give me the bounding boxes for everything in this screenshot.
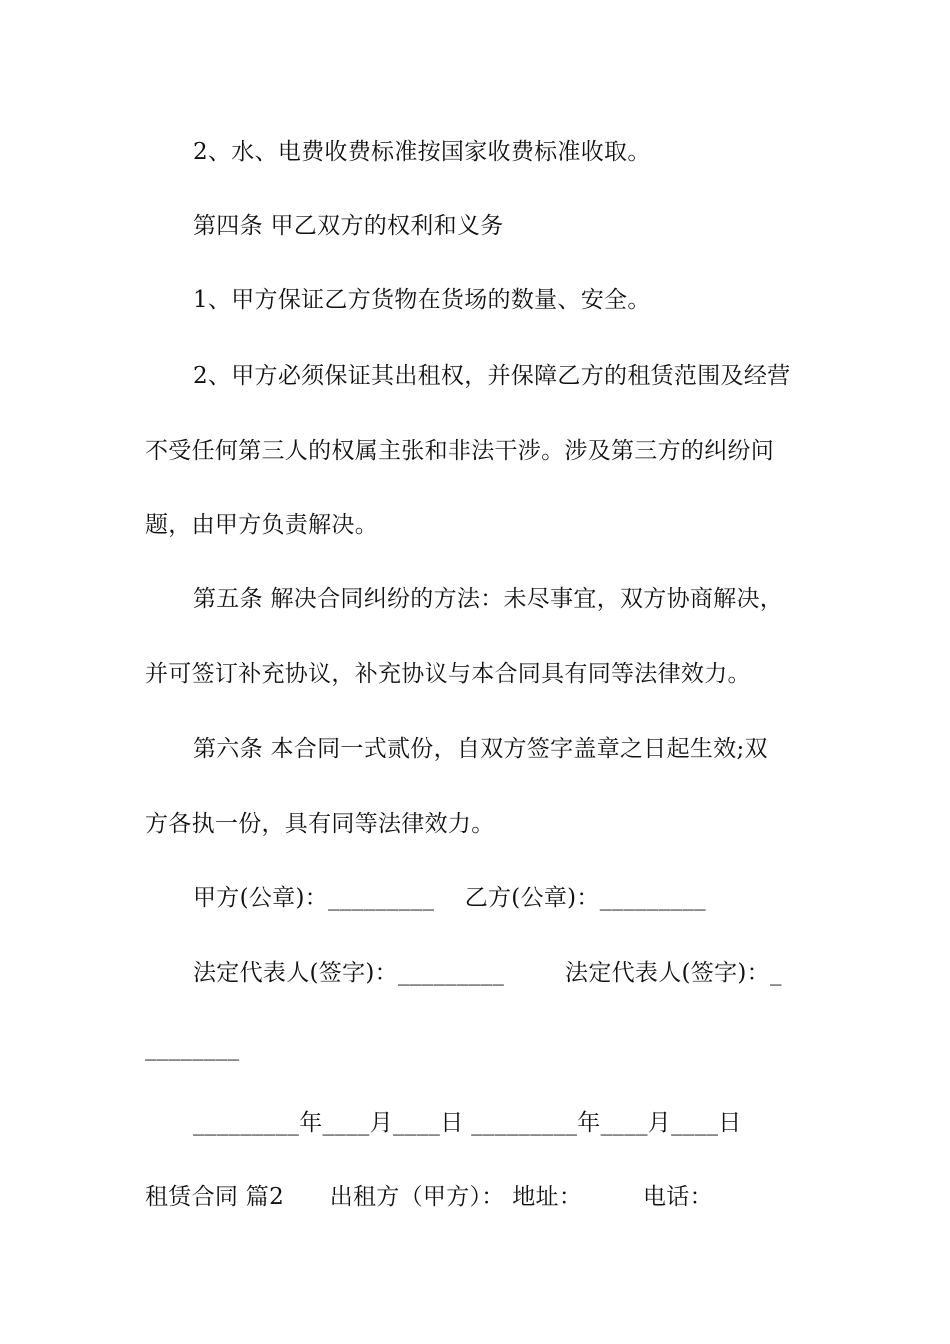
paragraph-line: 并可签订补充协议，补充协议与本合同具有同等法律效力。 xyxy=(145,661,751,687)
paragraph-line: 不受任何第三人的权属主张和非法干涉。涉及第三方的纠纷问 xyxy=(145,438,775,464)
paragraph-line: 方各执一份，具有同等法律效力。 xyxy=(145,811,495,837)
paragraph-line: 2、甲方必须保证其出租权，并保障乙方的租赁范围及经营 xyxy=(193,363,791,389)
paragraph-line: 第六条 本合同一式贰份，自双方签字盖章之日起生效;双 xyxy=(193,736,768,762)
signature-line-representative: 法定代表人(签字)：_________ 法定代表人(签字)：_ xyxy=(193,960,782,986)
paragraph-line: 题，由甲方负责解决。 xyxy=(145,512,378,538)
paragraph-line: 2、水、电费收费标准按国家收费标准收取。 xyxy=(193,139,651,165)
date-line: _________年____月____日 _________年____月____日 xyxy=(193,1110,742,1136)
paragraph-line: 1、甲方保证乙方货物在货场的数量、安全。 xyxy=(193,287,651,313)
paragraph-line: 第五条 解决合同纠纷的方法：未尽事宜，双方协商解决， xyxy=(193,586,784,612)
signature-line-continuation: ________ xyxy=(145,1035,240,1061)
section-heading: 第四条 甲乙双方的权利和义务 xyxy=(193,213,504,239)
signature-line-seal: 甲方(公章)：_________ 乙方(公章)：_________ xyxy=(193,885,706,911)
contract-heading-line: 租赁合同 篇2 出租方（甲方）： 地址： 电话： xyxy=(145,1184,713,1210)
